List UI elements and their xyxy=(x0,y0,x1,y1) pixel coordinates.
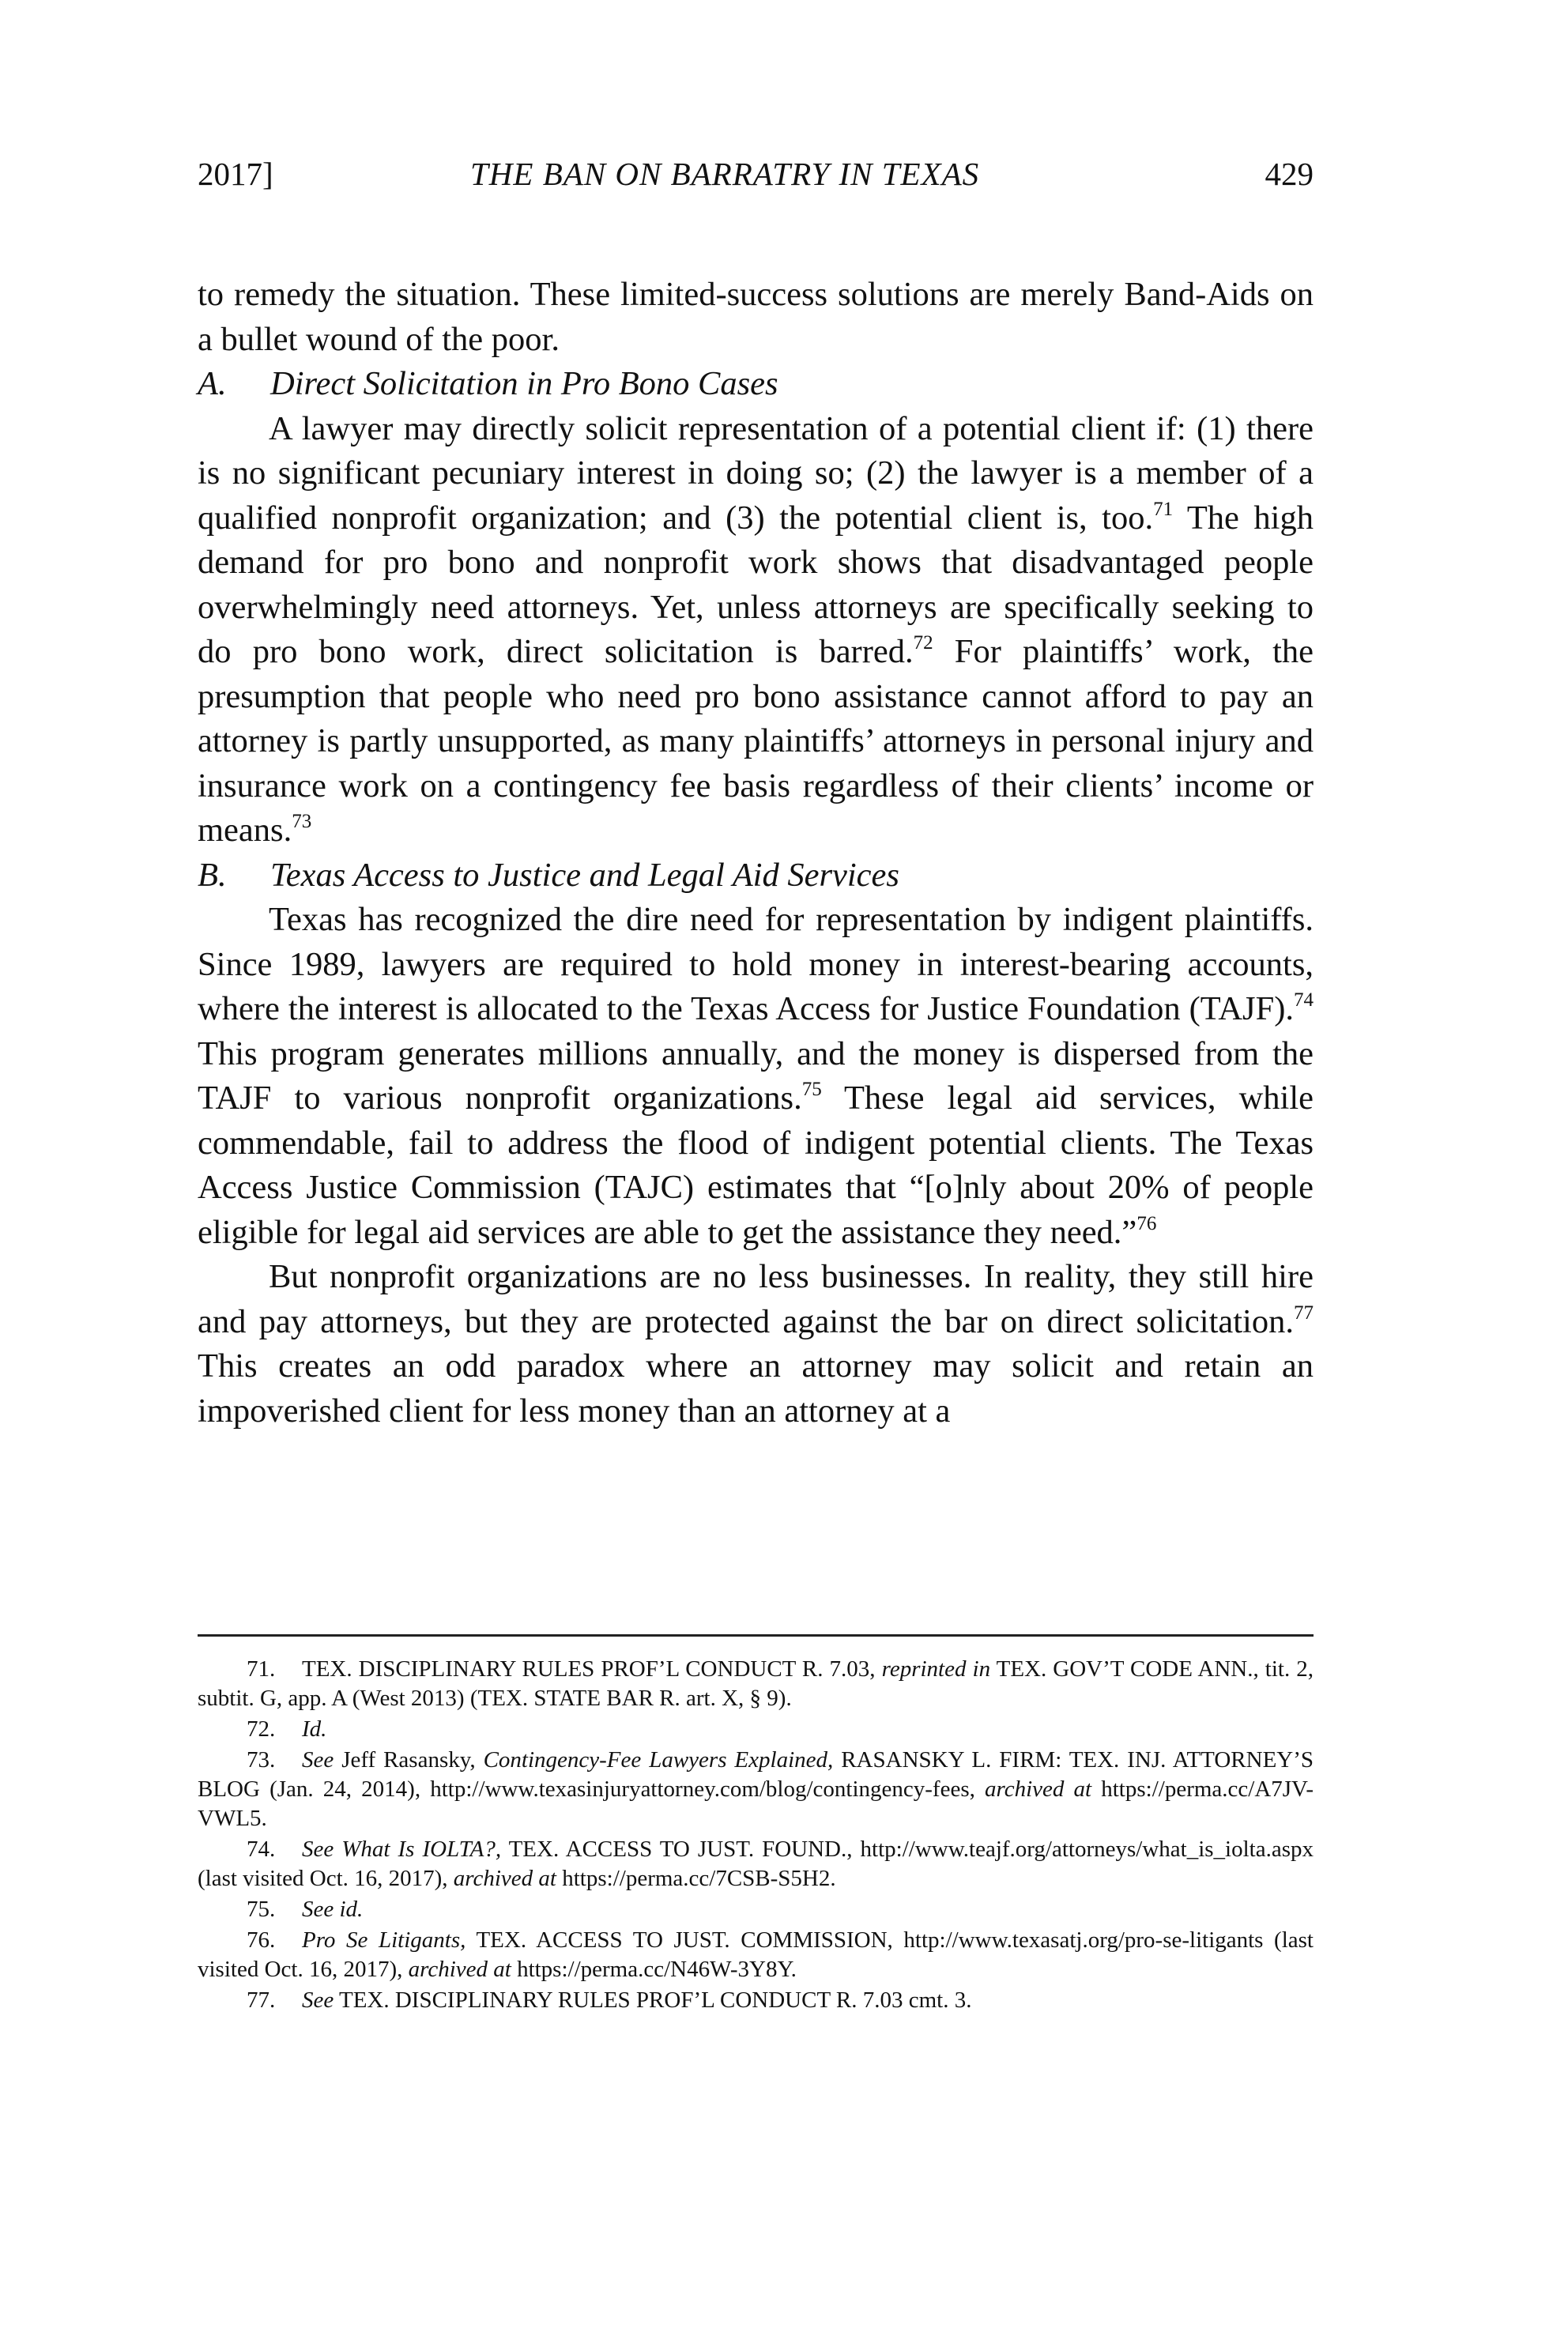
footnote-74-text-4[interactable]: https://perma.cc/7CSB-S5H2. xyxy=(562,1866,836,1891)
footnote-76-text-4[interactable]: https://perma.cc/N46W-3Y8Y. xyxy=(517,1957,797,1982)
footnote-75-text-1: See id. xyxy=(302,1897,364,1922)
footnote-ref-77[interactable]: 77 xyxy=(1294,1302,1314,1324)
section-heading-b xyxy=(198,853,1314,899)
paragraph-4 xyxy=(198,1255,1314,1434)
footnote-76-number: 76. xyxy=(247,1927,276,1953)
footnote-74 xyxy=(198,1835,1314,1893)
footnote-ref-71[interactable]: 71 xyxy=(1153,498,1174,520)
footnote-73-number: 73. xyxy=(247,1747,276,1773)
footnote-73-text-6[interactable]: https://perma.cc/A7JV-VWL5. xyxy=(198,1776,1314,1831)
paragraph-1-text: to remedy the situation. These limited-success solutions are merely Band-Aids on a bullet wound of the poor. xyxy=(198,276,1314,358)
page-number: 429 xyxy=(1265,156,1314,192)
footnote-71-text-2: reprinted in xyxy=(881,1656,991,1682)
footnote-divider xyxy=(198,1634,1314,1637)
footnote-74-text-3: archived at xyxy=(453,1866,556,1891)
body-text xyxy=(198,273,1314,1434)
section-b-letter: B. xyxy=(198,856,227,894)
footnote-ref-74[interactable]: 74 xyxy=(1294,989,1314,1011)
footnote-77 xyxy=(198,1986,1314,2015)
paragraph-3-text-c: These legal aid services, while commendable, fail to address the flood of indigent potential clients. The Texas Access Justice Commission (TAJC) estimates that “[o]nly about 20% of people eligible for legal aid services are able to get the assistance they need.” xyxy=(198,1079,1314,1251)
footnote-76-text-2[interactable]: TEX. ACCESS TO JUST. COMMISSION, http://www.texasatj.org/pro-se-litigants (last visited Oct. 16, 2017), xyxy=(198,1927,1314,1982)
footnotes xyxy=(198,1655,1314,2017)
footnote-75 xyxy=(198,1895,1314,1924)
footnote-ref-76[interactable]: 76 xyxy=(1136,1212,1157,1234)
footnote-71-text-3: TEX. GOV’T CODE ANN., tit. 2, subtit. G, app. A (West 2013) (TEX. STATE BAR R. art. X, § 9). xyxy=(198,1656,1314,1711)
footnote-76-text-1: Pro Se Litigants, xyxy=(302,1927,466,1953)
running-head-title: THE BAN ON BARRATRY IN TEXAS xyxy=(470,156,980,192)
paragraph-1 xyxy=(198,273,1314,362)
footnote-76-text-3: archived at xyxy=(408,1957,511,1982)
footnote-71 xyxy=(198,1655,1314,1713)
paragraph-2-text-c: For plaintiffs’ work, the presumption that people who need pro bono assistance cannot afford to pay an attorney is partly unsupported, as many plaintiffs’ attorneys in personal injury and insurance work on a contingency fee basis regardless of their clients’ income or means. xyxy=(198,633,1314,849)
footnote-72-text-1: Id. xyxy=(302,1716,327,1742)
footnote-77-text-2: TEX. DISCIPLINARY RULES PROF’L CONDUCT R. 7.03 cmt. 3. xyxy=(338,1987,972,2013)
footnote-76 xyxy=(198,1926,1314,1984)
footnote-ref-75[interactable]: 75 xyxy=(801,1079,822,1100)
footnote-75-number: 75. xyxy=(247,1897,276,1922)
footnote-73 xyxy=(198,1746,1314,1833)
paragraph-3-text-a: Texas has recognized the dire need for representation by indigent plaintiffs. Since 1989, lawyers are required to hold money in interest-bearing accounts, where the interest is allocated to the Texas Access for Justice Foundation (TAJF). xyxy=(198,901,1314,1027)
section-a-title: Direct Solicitation in Pro Bono Cases xyxy=(270,365,778,402)
paragraph-4-text-b: This creates an odd paradox where an attorney may solicit and retain an impoverished client for less money than an attorney at a xyxy=(198,1347,1314,1430)
section-heading-a xyxy=(198,362,1314,407)
footnote-72 xyxy=(198,1715,1314,1744)
footnote-73-text-4[interactable]: RASANSKY L. FIRM: TEX. INJ. ATTORNEY’S BLOG (Jan. 24, 2014), http://www.texasinjuryattorney.com/blog/contingency-fees, xyxy=(198,1747,1314,1802)
footnote-77-number: 77. xyxy=(247,1987,276,2013)
section-a-letter: A. xyxy=(198,365,227,402)
footnote-77-text-1: See xyxy=(302,1987,334,2013)
paragraph-2 xyxy=(198,407,1314,853)
running-head xyxy=(198,152,1314,196)
section-b-title: Texas Access to Justice and Legal Aid Services xyxy=(270,856,899,894)
footnote-74-text-2[interactable]: TEX. ACCESS TO JUST. FOUND., http://www.teajf.org/attorneys/what_is_iolta.aspx (last visited Oct. 16, 2017), xyxy=(198,1837,1314,1891)
paragraph-3 xyxy=(198,898,1314,1255)
paragraph-2-text-b: The high demand for pro bono and nonprofit work shows that disadvantaged people overwhelmingly need attorneys. Yet, unless attorneys are specifically seeking to do pro bono work, direct solicitation is barred. xyxy=(198,499,1314,670)
footnote-71-text-1: TEX. DISCIPLINARY RULES PROF’L CONDUCT R. 7.03, xyxy=(302,1656,876,1682)
footnote-73-text-3: Contingency-Fee Lawyers Explained, xyxy=(483,1747,834,1773)
footnote-73-text-1: See xyxy=(302,1747,334,1773)
paragraph-3-text-b: This program generates millions annually, and the money is dispersed from the TAJF to various nonprofit organizations. xyxy=(198,1034,1314,1117)
paragraph-4-text-a: But nonprofit organizations are no less businesses. In reality, they still hire and pay attorneys, but they are protected against the bar on direct solicitation. xyxy=(198,1258,1314,1340)
footnote-74-text-1: See What Is IOLTA?, xyxy=(302,1837,502,1862)
footnote-74-number: 74. xyxy=(247,1837,276,1862)
footnote-73-text-2: Jeff Rasansky, xyxy=(341,1747,476,1773)
footnote-73-text-5: archived at xyxy=(985,1776,1092,1802)
paragraph-2-text-a: A lawyer may directly solicit representation of a potential client if: (1) there is no significant pecuniary interest in doing so; (2) the lawyer is a member of a qualified nonprofit organization; and (3) the potential client is, too. xyxy=(198,409,1314,537)
footnote-ref-72[interactable]: 72 xyxy=(913,632,933,654)
footnote-ref-73[interactable]: 73 xyxy=(292,811,312,832)
footnote-72-number: 72. xyxy=(247,1716,276,1742)
footnote-71-number: 71. xyxy=(247,1656,276,1682)
running-head-year: 2017] xyxy=(198,156,273,192)
